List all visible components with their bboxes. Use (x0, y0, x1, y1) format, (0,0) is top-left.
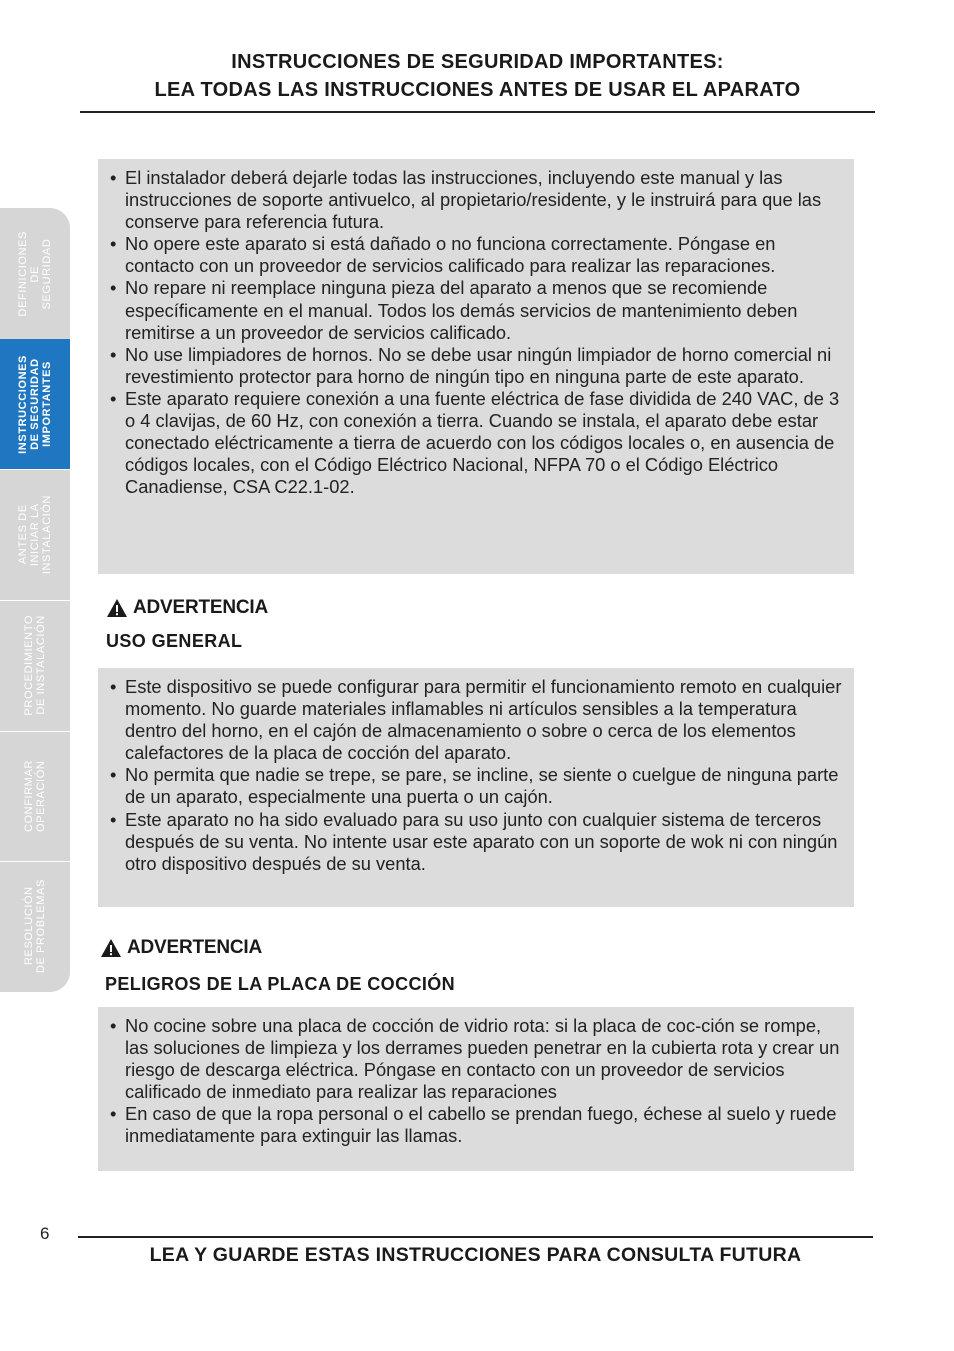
warning-triangle-icon (100, 938, 122, 958)
warning-heading (100, 936, 262, 960)
side-tab-procedimiento[interactable] (0, 600, 70, 732)
warning-triangle-icon (106, 598, 128, 618)
side-tab-label: RESOLUCIÓN DE PROBLEMAS (23, 879, 47, 974)
safety-instructions-list (110, 167, 846, 498)
side-tab-antes-de-iniciar[interactable] (0, 469, 70, 601)
footer-divider (78, 1236, 873, 1238)
side-tab-definiciones[interactable] (0, 208, 70, 340)
side-tab-confirmar[interactable] (0, 731, 70, 862)
cooktop-hazards-list (110, 1015, 846, 1148)
cooktop-hazards-box (98, 1007, 854, 1171)
header-title-line-1: INSTRUCCIONES DE SEGURIDAD IMPORTANTES: (231, 51, 724, 73)
list-item: • No repare ni reemplace ninguna pieza del aparato a menos que se recomiende específicamente en el manual. Todos los demás servicios de mantenimiento deben remitirse a un proveedor de servicios calificado. (110, 277, 846, 343)
section-heading-placa-coccion: PELIGROS DE LA PLACA DE COCCIÓN (105, 974, 456, 994)
safety-instructions-box (98, 159, 854, 574)
list-item: • Este aparato no ha sido evaluado para su uso junto con cualquier sistema de terceros después de su venta. No intente usar este aparato con un soporte de wok ni con ningún otro dispositivo después de su venta. (110, 809, 846, 875)
side-tab-instrucciones[interactable] (0, 339, 70, 470)
page-header (80, 48, 875, 104)
side-tab-label: INSTRUCCIONES DE SEGURIDAD IMPORTANTES (17, 354, 53, 454)
side-tab-label: DEFINICIONES DE SEGURIDAD (17, 230, 53, 317)
footer-text: LEA Y GUARDE ESTAS INSTRUCCIONES PARA CONSULTA FUTURA (149, 1244, 802, 1266)
list-item: • En caso de que la ropa personal o el cabello se prendan fuego, échese al suelo y ruede inmediatamente para extinguir las llamas. (110, 1103, 846, 1147)
general-use-list (110, 676, 846, 875)
header-title-line-2: LEA TODAS LAS INSTRUCCIONES ANTES DE USAR EL APARATO (154, 79, 801, 101)
list-item: • No opere este aparato si está dañado o no funciona correctamente. Póngase en contacto con un proveedor de servicios calificado para realizar las reparaciones. (110, 233, 846, 277)
list-item: • No permita que nadie se trepe, se pare, se incline, se siente o cuelgue de ninguna parte de un aparato, especialmente una puerta o un cajón. (110, 764, 846, 808)
header-divider (80, 111, 875, 113)
list-item: • Este dispositivo se puede configurar para permitir el funcionamiento remoto en cualquier momento. No guarde materiales inflamables ni artículos sensibles a la temperatura dentro del horno, en el cajón de almacenamiento o sobre o cerca de los elementos calefactores de la placa de cocción del aparato. (110, 676, 846, 764)
section-heading-uso-general: USO GENERAL (106, 631, 243, 651)
side-tab-label: PROCEDIMIENTO DE INSTALACIÓN (23, 615, 47, 716)
warning-label: ADVERTENCIA (127, 937, 263, 958)
side-tab-label: ANTES DE INICIAR LA INSTALACIÓN (17, 494, 53, 575)
list-item: • El instalador deberá dejarle todas las instrucciones, incluyendo este manual y las instrucciones de soporte antivuelco, al propietario/residente, y le instruirá para que las conserve para referencia futura. (110, 167, 846, 233)
warning-heading (106, 596, 268, 620)
list-item: • Este aparato requiere conexión a una fuente eléctrica de fase dividida de 240 VAC, de 3 o 4 clavijas, de 60 Hz, con conexión a tierra. Cuando se instala, el aparato debe estar conectado eléctricamente a tierra de acuerdo con los códigos locales o, en ausencia de códigos locales, con el Código Eléctrico Nacional, NFPA 70 o el Código Eléctrico Canadiense, CSA C22.1-02. (110, 388, 846, 498)
warning-label: ADVERTENCIA (133, 597, 269, 618)
list-item: • No use limpiadores de hornos. No se debe usar ningún limpiador de horno comercial ni revestimiento protector para horno de ningún tipo en ninguna parte de este aparato. (110, 344, 846, 388)
section-side-tabs (0, 208, 70, 992)
side-tab-label: CONFIRMAR OPERACIÓN (23, 759, 47, 832)
page-number: 6 (40, 1224, 50, 1243)
side-tab-resolucion[interactable] (0, 861, 70, 992)
general-use-box (98, 668, 854, 907)
list-item: • No cocine sobre una placa de cocción de vidrio rota: si la placa de coc-ción se rompe, las soluciones de limpieza y los derrames pueden penetrar en la cubierta rota y crear un riesgo de descarga eléctrica. Póngase en contacto con un proveedor de servicios calificado de inmediato para realizar las reparaciones (110, 1015, 846, 1103)
